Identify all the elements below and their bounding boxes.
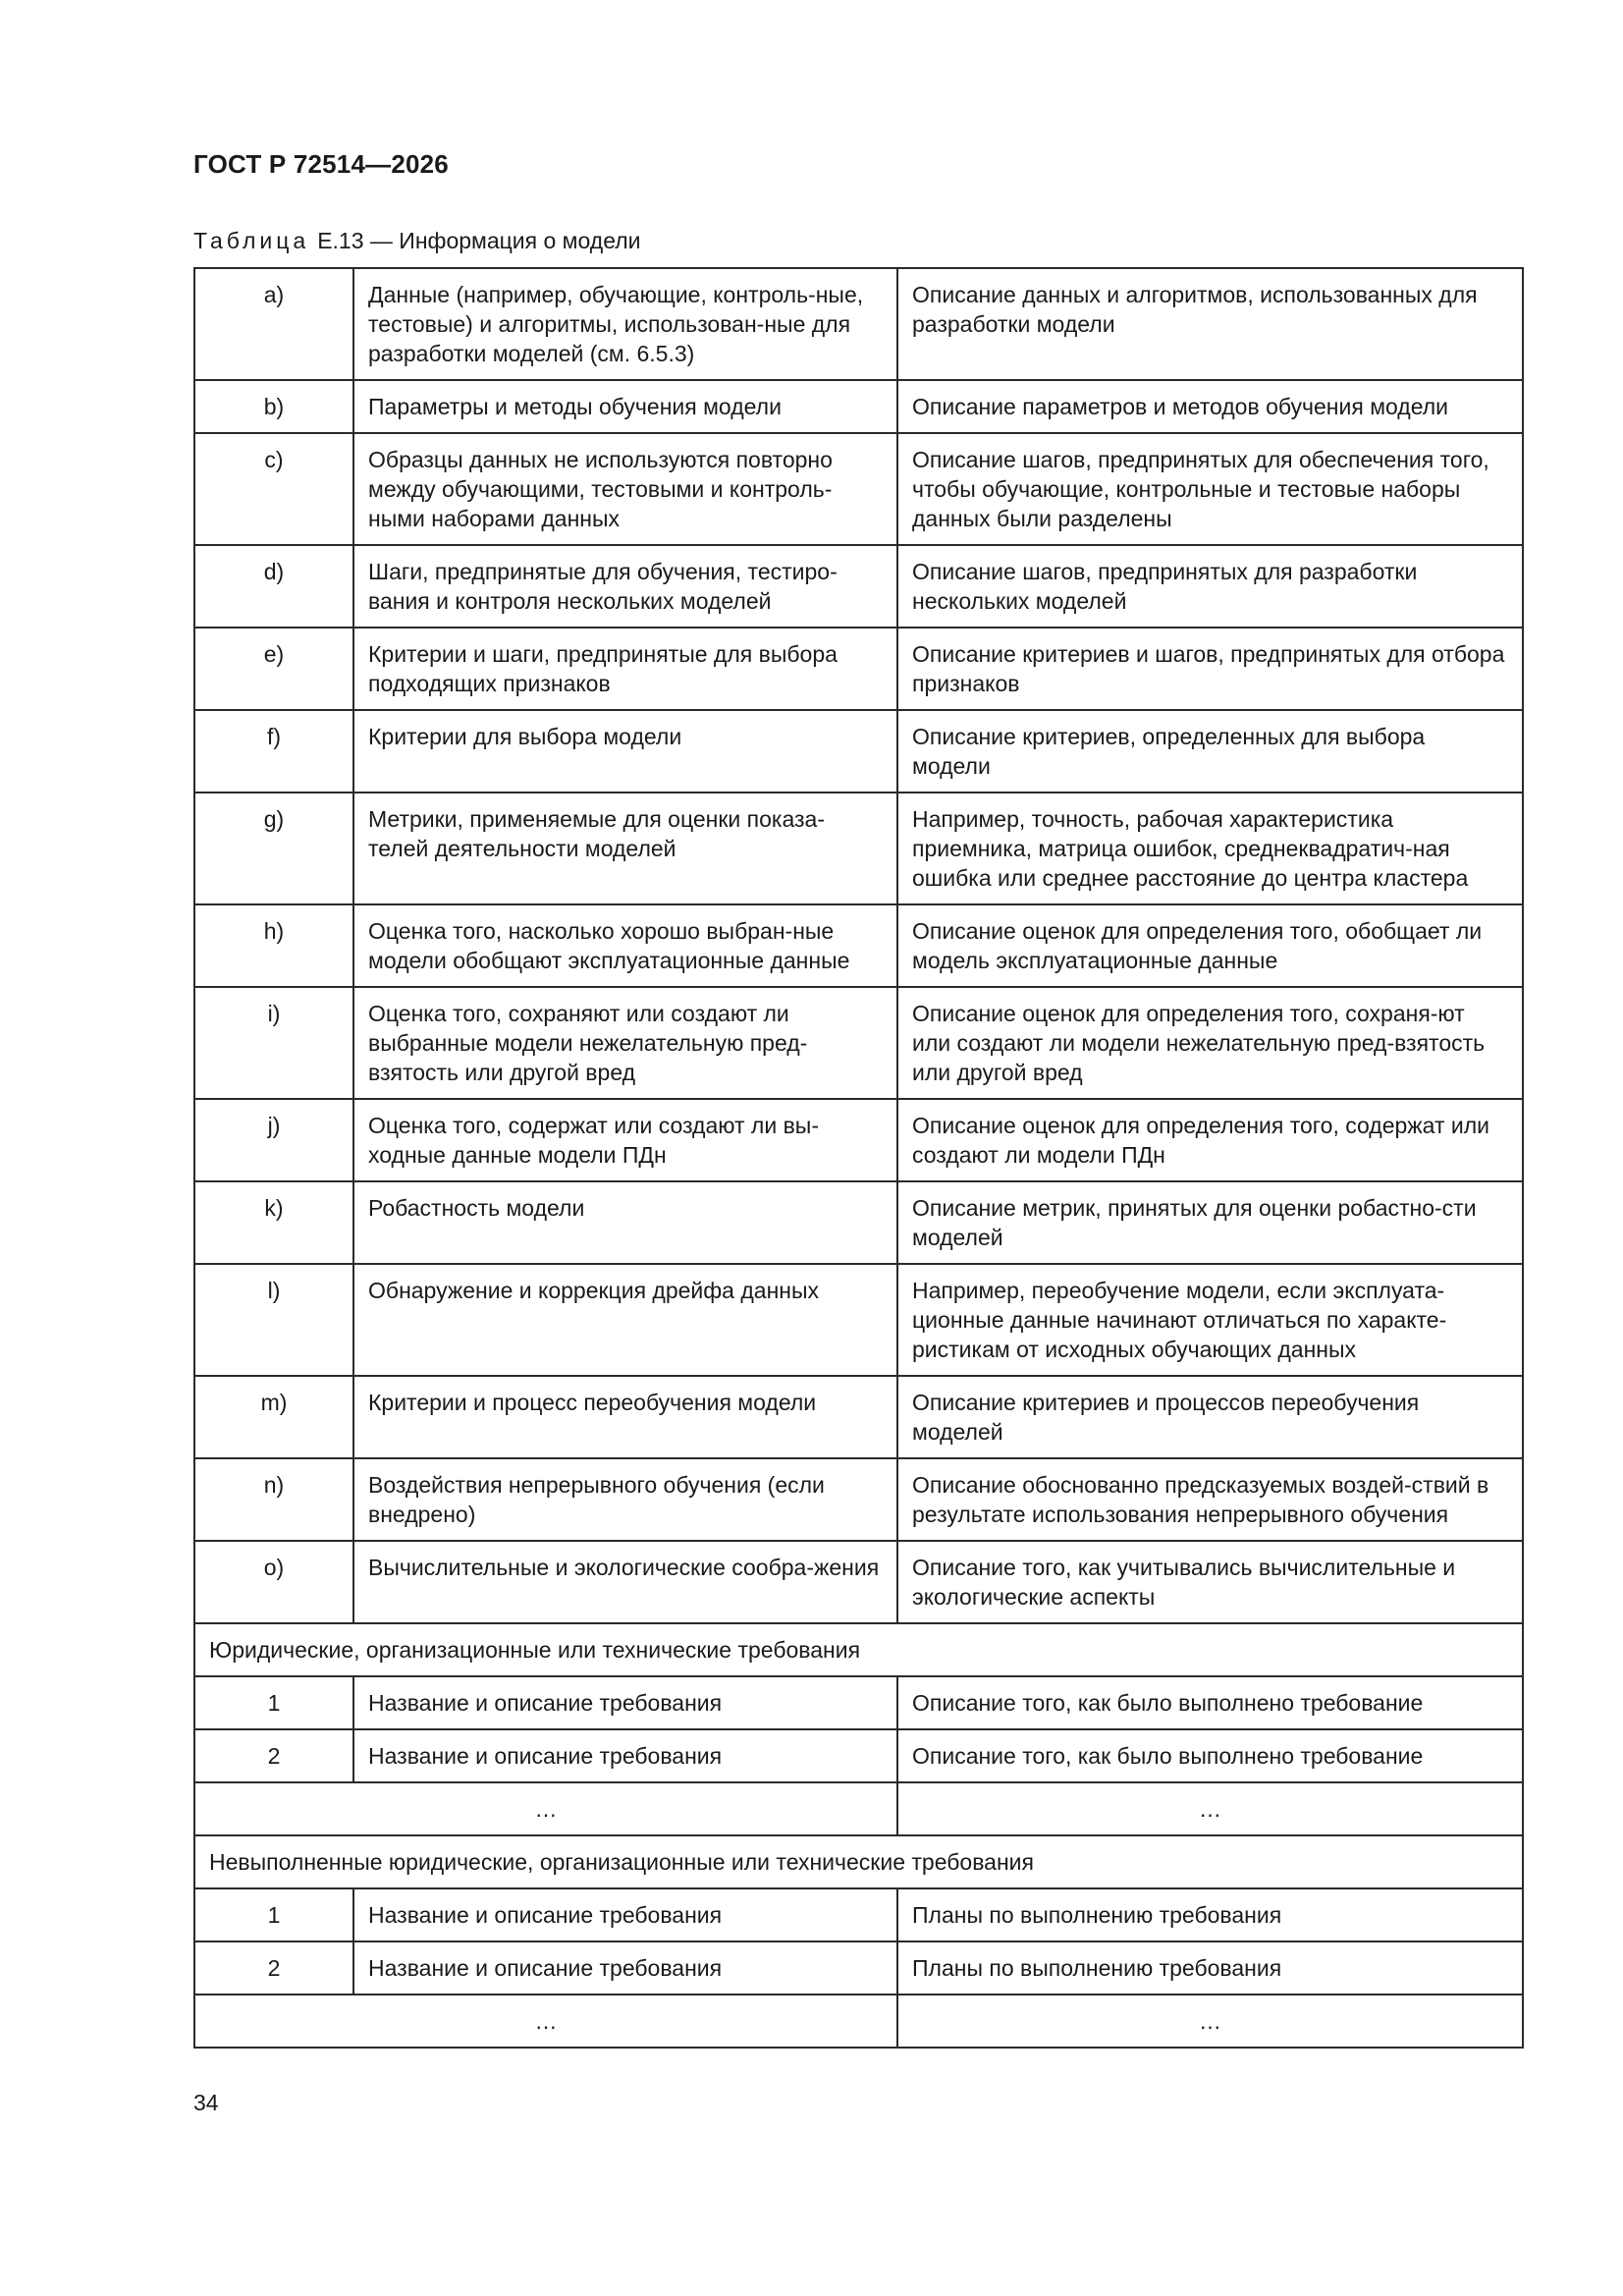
row-item: Критерии и процесс переобучения модели — [353, 1376, 897, 1458]
row-index: g) — [194, 793, 353, 904]
table-row — [194, 1264, 1523, 1376]
row-item: Шаги, предпринятые для обучения, тестиро-вания и контроля нескольких моделей — [353, 545, 897, 628]
row-description: Описание критериев, определенных для выбора модели — [897, 710, 1523, 793]
row-index: a) — [194, 268, 353, 380]
row-description: Описание шагов, предпринятых для разработки нескольких моделей — [897, 545, 1523, 628]
table-caption — [193, 228, 641, 254]
section-heading-row — [194, 1623, 1523, 1676]
row-item: Критерии и шаги, предпринятые для выбора подходящих признаков — [353, 628, 897, 710]
row-index: e) — [194, 628, 353, 710]
row-index: c) — [194, 433, 353, 545]
row-index: f) — [194, 710, 353, 793]
row-item: Название и описание требования — [353, 1676, 897, 1729]
table-row — [194, 1541, 1523, 1623]
ellipsis-row — [194, 1782, 1523, 1835]
row-description: Описание критериев и шагов, предпринятых для отбора признаков — [897, 628, 1523, 710]
document-header: ГОСТ Р 72514—2026 — [193, 149, 449, 179]
row-index: b) — [194, 380, 353, 433]
table-row — [194, 1729, 1523, 1782]
row-description: Описание того, как учитывались вычислительные и экологические аспекты — [897, 1541, 1523, 1623]
table-row — [194, 545, 1523, 628]
row-index: l) — [194, 1264, 353, 1376]
row-item: Название и описание требования — [353, 1941, 897, 1995]
row-description: Описание метрик, принятых для оценки робастно-сти моделей — [897, 1181, 1523, 1264]
row-item: Данные (например, обучающие, контроль-ные, тестовые) и алгоритмы, использован-ные для разработки моделей (см. 6.5.3) — [353, 268, 897, 380]
row-item: Робастность модели — [353, 1181, 897, 1264]
ellipsis-left: … — [194, 1995, 897, 2048]
page-number: 34 — [193, 2090, 219, 2115]
table-row — [194, 1941, 1523, 1995]
row-description: Описание оценок для определения того, обобщает ли модель эксплуатационные данные — [897, 904, 1523, 987]
table-row — [194, 1181, 1523, 1264]
row-index: 2 — [194, 1941, 353, 1995]
row-item: Вычислительные и экологические сообра-жения — [353, 1541, 897, 1623]
table-row — [194, 380, 1523, 433]
row-item: Воздействия непрерывного обучения (если внедрено) — [353, 1458, 897, 1541]
row-description: Описание того, как было выполнено требование — [897, 1676, 1523, 1729]
row-description: Описание данных и алгоритмов, использованных для разработки модели — [897, 268, 1523, 380]
row-item: Образцы данных не используются повторно между обучающими, тестовыми и контроль-ными наборами данных — [353, 433, 897, 545]
table-row — [194, 987, 1523, 1099]
row-item: Обнаружение и коррекция дрейфа данных — [353, 1264, 897, 1376]
row-description: Описание шагов, предпринятых для обеспечения того, чтобы обучающие, контрольные и тестовые наборы данных были разделены — [897, 433, 1523, 545]
table-caption-label: Таблица — [193, 228, 310, 253]
table-row — [194, 628, 1523, 710]
row-index: o) — [194, 1541, 353, 1623]
model-info-table — [193, 267, 1524, 2049]
table-row — [194, 710, 1523, 793]
row-item: Критерии для выбора модели — [353, 710, 897, 793]
row-description: Например, точность, рабочая характеристика приемника, матрица ошибок, среднеквадратич-ная ошибка или среднее расстояние до центра кластера — [897, 793, 1523, 904]
row-index: n) — [194, 1458, 353, 1541]
section-heading-met: Юридические, организационные или технические требования — [194, 1623, 1523, 1676]
table-row — [194, 1676, 1523, 1729]
row-item: Метрики, применяемые для оценки показа-телей деятельности моделей — [353, 793, 897, 904]
row-item: Оценка того, сохраняют или создают ли выбранные модели нежелательную пред-взятость или другой вред — [353, 987, 897, 1099]
ellipsis-left: … — [194, 1782, 897, 1835]
row-index: h) — [194, 904, 353, 987]
table-row — [194, 793, 1523, 904]
row-description: Описание оценок для определения того, содержат или создают ли модели ПДн — [897, 1099, 1523, 1181]
table-row — [194, 1458, 1523, 1541]
row-description: Описание критериев и процессов переобучения моделей — [897, 1376, 1523, 1458]
row-description: Описание оценок для определения того, сохраня-ют или создают ли модели нежелательную пред-взятость или другой вред — [897, 987, 1523, 1099]
row-index: d) — [194, 545, 353, 628]
row-index: i) — [194, 987, 353, 1099]
row-description: Описание обоснованно предсказуемых воздей-ствий в результате использования непрерывного обучения — [897, 1458, 1523, 1541]
table-row — [194, 1099, 1523, 1181]
ellipsis-right: … — [897, 1782, 1523, 1835]
row-description: Описание того, как было выполнено требование — [897, 1729, 1523, 1782]
table-row — [194, 1888, 1523, 1941]
row-index: k) — [194, 1181, 353, 1264]
row-index: m) — [194, 1376, 353, 1458]
table-row — [194, 433, 1523, 545]
row-item: Название и описание требования — [353, 1729, 897, 1782]
ellipsis-row — [194, 1995, 1523, 2048]
ellipsis-right: … — [897, 1995, 1523, 2048]
section-heading-row — [194, 1835, 1523, 1888]
row-description: Например, переобучение модели, если эксплуата-ционные данные начинают отличаться по характе-ристикам от исходных обучающих данных — [897, 1264, 1523, 1376]
table-row — [194, 1376, 1523, 1458]
section-heading-unmet: Невыполненные юридические, организационные или технические требования — [194, 1835, 1523, 1888]
row-index: 1 — [194, 1888, 353, 1941]
row-item: Параметры и методы обучения модели — [353, 380, 897, 433]
row-item: Оценка того, насколько хорошо выбран-ные модели обобщают эксплуатационные данные — [353, 904, 897, 987]
row-index: 2 — [194, 1729, 353, 1782]
table-caption-title: Е.13 — Информация о модели — [317, 228, 641, 253]
table-row — [194, 268, 1523, 380]
row-item: Оценка того, содержат или создают ли вы-ходные данные модели ПДн — [353, 1099, 897, 1181]
row-description: Планы по выполнению требования — [897, 1941, 1523, 1995]
row-index: j) — [194, 1099, 353, 1181]
row-description: Планы по выполнению требования — [897, 1888, 1523, 1941]
row-description: Описание параметров и методов обучения модели — [897, 380, 1523, 433]
row-index: 1 — [194, 1676, 353, 1729]
table-row — [194, 904, 1523, 987]
row-item: Название и описание требования — [353, 1888, 897, 1941]
